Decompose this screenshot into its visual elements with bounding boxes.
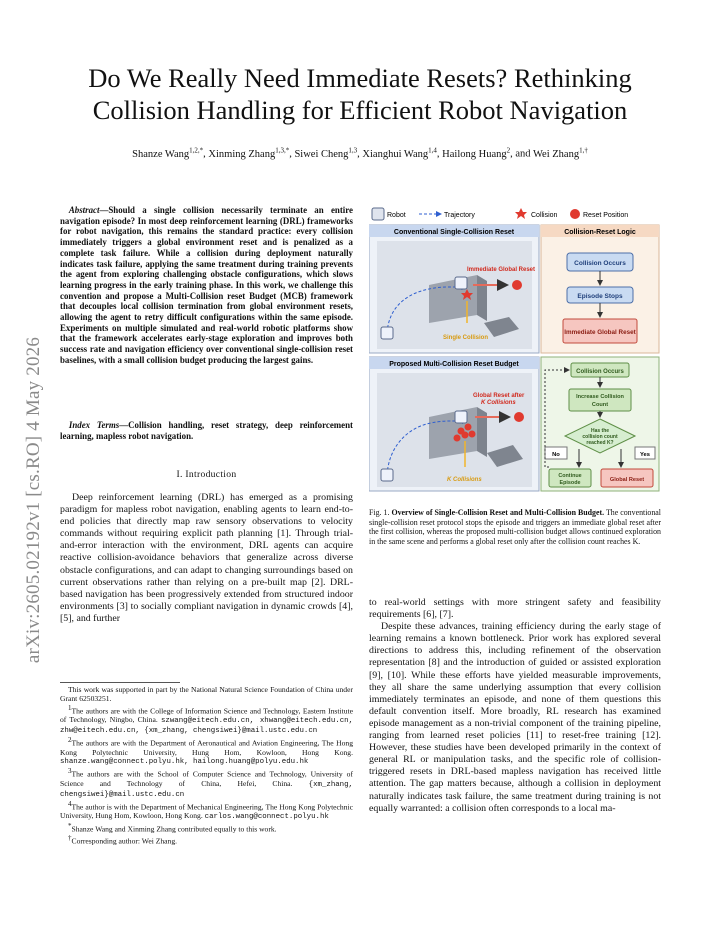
author: Shanze Wang$^{1,2,*}$ xyxy=(132,146,204,160)
k-collisions-label: K Collisions xyxy=(447,477,482,483)
svg-text:Collision Occurs: Collision Occurs xyxy=(576,369,624,375)
svg-text:reached K?: reached K? xyxy=(586,440,614,446)
author: Xianghui Wang$^{1,4}$ xyxy=(362,146,437,160)
robot-icon xyxy=(372,208,384,220)
bottom-reset-marker xyxy=(514,412,524,422)
index-terms-text: —Collision handling, reset strategy, deep reinforcement learning, mapless robot navigation. xyxy=(60,420,353,441)
robot-collision-icon xyxy=(455,277,467,289)
top-left-title: Conventional Single-Collision Reset xyxy=(393,229,515,236)
bottom-wall-side xyxy=(477,407,487,457)
bottom-left-title: Proposed Multi-Collision Reset Budget xyxy=(389,361,519,368)
intro-paragraph: Deep reinforcement learning (DRL) has emerged as a promising paradigm for mapless robot navigation, enabling agents to learn end-to-end policies that directly map raw sensory observations to velocity commands without requiring explicit path planning [1]. Through trial-and-error interaction with the environment, DRL agents can acquire reactive collision-avoidance behaviors that generalize across diverse obstacle configurations, and can adapt to changing surroundings based on current observations rather than relying on a pre-built map [2]. DRL-based navigation has been progressively extended from structured indoor environments [3] to socially compliant navigation in dynamic crowds [4], [5], and further xyxy=(60,492,353,624)
affiliation-3: $^3$The authors are with the School of Computer Science and Technology, University of Science and Technology of China, Hefei, China. {xm_zhang, chengsiwei}@mail.ustc.edu.cn xyxy=(60,767,353,799)
corresponding-note: †Corresponding author: Wei Zhang. xyxy=(68,834,178,846)
svg-text:Has the: Has the xyxy=(590,428,610,434)
legend-robot: Robot xyxy=(387,212,406,219)
immediate-reset-label: Immediate Global Reset xyxy=(467,267,536,273)
global-reset-label-2: K Collisions xyxy=(481,400,516,406)
author: Hailong Huang$^2$ xyxy=(442,146,511,160)
paragraph-continued: to real-world settings with more stringent safety and feasibility requirements [6], [7]. xyxy=(369,597,661,621)
abstract xyxy=(60,205,353,366)
svg-text:collision count: collision count xyxy=(582,434,618,440)
paragraph: Despite these advances, training efficiency during the early stage of learning remains a known bottleneck. Prior work has explored several directions to address this, including refinement of the observation representation [8] and the introduction of guided or assisted exploration [9], [10]. While these efforts have yielded measurable improvements, they all share the same underlying assumption that every collision immediately terminates an episode, and none of them questions this default convention itself. More broadly, RL research has examined episode management as a non-trivial component of the training pipeline, ranging from learned reset policies [11] to reset-free training [12]. However, these studies have been developed primarily in the context of general RL or manipulation tasks, and the specific role of collision-triggered resets in DRL-based mapless navigation has received little attention. The gap matters because, although a collision in deployment naturally indicates task failure, the same treatment during training is not equally warranted: a collision often corresponds to a local ma- xyxy=(369,621,661,814)
figure-caption: Fig. 1. Overview of Single-Collision Reset and Multi-Collision Budget. The conventional single-collision reset protocol stops the episode and triggers an immediate global reset after the first collision, whereas the proposed multi-collision budget allows continued exploration in the same scene and performs a global reset only after the collision count reaches K. xyxy=(369,508,661,546)
affiliation-4: $^4$The author is with the Department of Mechanical Engineering, The Hong Kong Polytechnic University, Hung Hom, Kowloon, Hong Kong. carlos.wang@connect.polyu.hk xyxy=(60,799,353,821)
index-terms xyxy=(60,420,353,441)
bottom-robot xyxy=(455,411,467,423)
abstract-text: —Should a single collision necessarily terminate an entire navigation episode? In most deep reinforcement learning (DRL) frameworks for robot navigation, this remains the standard practice: every collision immediately triggers a global environment reset and is penalized as a complete task failure. While a collision during deployment naturally indicates task failure, applying the same treatment during training prevents the agent from exploring challenging obstacle configurations, which slows learning progress in the early training phase. In this work, we challenge this convention and propose a Multi-Collision reset Budget (MCB) framework that decouples local collision termination from global environment resets, allowing the agent to retry difficult configurations within the same episode. Experiments on multiple simulated and real-world robotic platforms show that the framework accelerates early-stage exploration and improves both success rate and navigation efficiency over conventional single-collision reset baselines, with a small collision budget producing the largest gains. xyxy=(60,205,353,365)
robot-start-icon xyxy=(381,327,393,339)
collision-icon xyxy=(515,208,527,219)
legend-trajectory: Trajectory xyxy=(444,212,475,219)
wall-block-side xyxy=(477,275,487,321)
affiliation-1: $^1$The authors are with the College of Information Science and Technology, Eastern Institute of Technology, Ningbo, China. szwang@eitech.edu.cn, xhwang@eitech.edu.cn, zhw@eitech.edu.cn, {xm_zhang, chengsiwei}@mail.ustc.edu.cn xyxy=(60,703,354,736)
svg-text:Global Reset: Global Reset xyxy=(609,477,645,483)
index-terms-label: Index Terms xyxy=(68,420,120,430)
svg-text:Collision Occurs: Collision Occurs xyxy=(574,260,626,267)
reset-position-marker xyxy=(512,280,522,290)
legend-reset: Reset Position xyxy=(583,212,629,219)
abstract-label: Abstract xyxy=(68,205,100,215)
figure-1-diagram xyxy=(369,205,661,495)
legend-collision: Collision xyxy=(531,212,558,219)
figure-1 xyxy=(369,205,661,495)
author: Xinming Zhang$^{1,3,*}$ xyxy=(208,146,290,160)
author: Wei Zhang$^{1,\dagger}$ xyxy=(532,146,588,160)
reset-position-icon xyxy=(570,209,580,219)
svg-text:Increase Collision: Increase Collision xyxy=(576,394,624,400)
top-right-title: Collision-Reset Logic xyxy=(564,229,636,236)
footnotes xyxy=(60,686,353,847)
single-collision-label: Single Collision xyxy=(443,335,489,341)
svg-text:Continue: Continue xyxy=(558,473,582,479)
svg-text:Count: Count xyxy=(591,402,609,408)
right-column-text xyxy=(369,597,661,815)
legend xyxy=(372,208,628,220)
paper-title: Do We Really Need Immediate Resets? Rethinking Collision Handling for Efficient Robot Navigation xyxy=(88,63,632,125)
footnote-divider xyxy=(60,682,180,683)
author: Siwei Cheng$^{1,3}$ xyxy=(294,146,358,160)
affiliation-2: $^2$The authors are with the Department of Aeronautical and Aviation Engineering, The Hong Kong Polytechnic University, Hung Hom, Kowloon, Hong Kong. shanze.wang@connect.polyu.hk, hailong.huang@polyu.edu.hk xyxy=(60,736,353,767)
funding-note: This work was supported in part by the National Natural Science Foundation of China under Grant 62503251. xyxy=(60,685,353,703)
section-heading: I. Introduction xyxy=(176,469,237,480)
svg-text:Episode: Episode xyxy=(559,480,581,486)
global-reset-label-1: Global Reset after xyxy=(473,393,525,399)
author-list: Shanze Wang$^{1,2,*}$, Xinming Zhang$^{1,3,*}$, Siwei Cheng$^{1,3}$, Xianghui Wang$^{1,4}$, Hailong Huang$^2$, and Wei Zhang$^{1,\dagger}$ xyxy=(132,146,588,160)
svg-text:Immediate Global Reset: Immediate Global Reset xyxy=(564,329,636,336)
svg-text:Yes: Yes xyxy=(640,452,650,458)
bottom-robot-start xyxy=(381,469,393,481)
arxiv-identifier: arXiv:2605.02192v1 [cs.RO] 4 May 2026 xyxy=(23,336,44,664)
svg-text:No: No xyxy=(552,452,560,458)
equal-contribution-note: *Shanze Wang and Xinming Zhang contributed equally to this work. xyxy=(68,821,277,834)
svg-text:Episode Stops: Episode Stops xyxy=(577,293,623,300)
